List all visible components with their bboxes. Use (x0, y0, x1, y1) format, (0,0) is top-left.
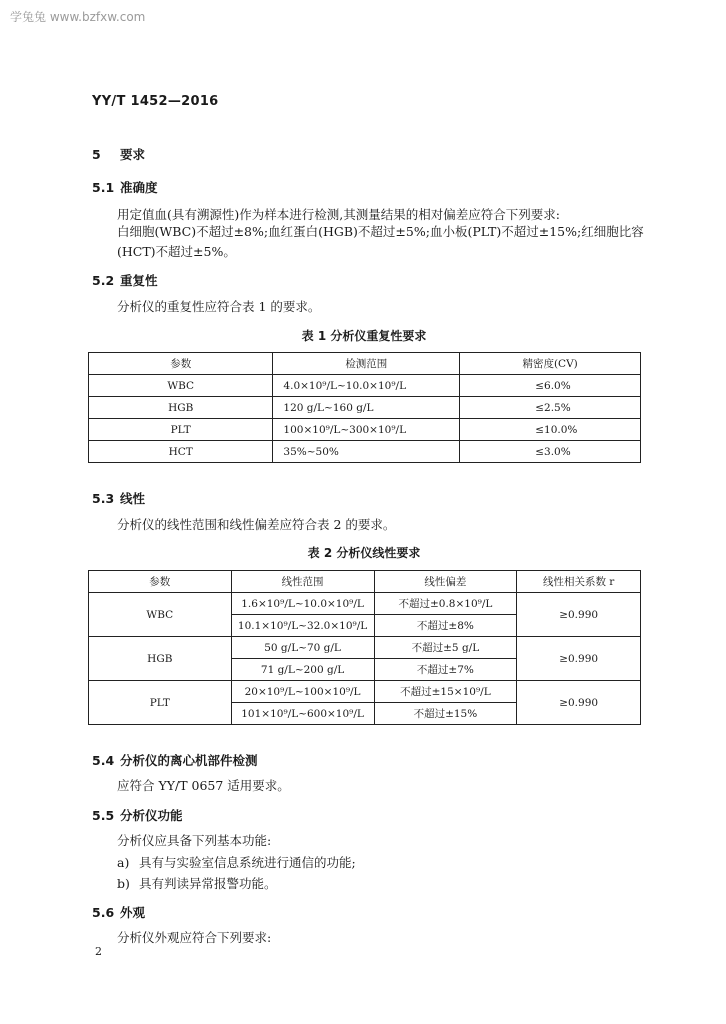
table-1 (88, 352, 641, 463)
table-2-caption: 表 2 分析仪线性要求 (307, 546, 421, 560)
list-item (117, 853, 356, 871)
section-number: 5.4 (92, 753, 115, 768)
table-cell: ≤6.0% (460, 375, 641, 397)
section-number: 5 (92, 147, 101, 162)
table-cell-r: ≥0.990 (517, 681, 641, 725)
section-number: 5.3 (92, 491, 115, 506)
list-marker: a) (117, 855, 130, 870)
section-5-4-heading (92, 751, 258, 769)
table-cell: 35%~50% (273, 441, 460, 463)
table-cell: 4.0×10⁹/L~10.0×10⁹/L (273, 375, 460, 397)
section-number: 5.6 (92, 905, 115, 920)
table-cell: 50 g/L~70 g/L (231, 637, 374, 659)
list-text: 具有判读异常报警功能。 (139, 876, 277, 891)
section-title: 准确度 (120, 180, 158, 195)
table-cell: HGB (89, 397, 273, 419)
table-cell: ≤2.5% (460, 397, 641, 419)
header-cell: 精密度(CV) (460, 353, 641, 375)
page-number: 2 (95, 945, 102, 958)
paragraph-5-1-text: 白细胞(WBC)不超过±8%;血红蛋白(HGB)不超过±5%;血小板(PLT)不超过±15%;红细胞比容(HCT)不超过±5%。 (117, 224, 644, 259)
list-item (117, 874, 277, 892)
table-row (89, 397, 641, 419)
section-5-6-heading (92, 903, 145, 921)
table-cell: 100×10⁹/L~300×10⁹/L (273, 419, 460, 441)
table-cell: HCT (89, 441, 273, 463)
table-cell: WBC (89, 375, 273, 397)
section-number: 5.5 (92, 808, 115, 823)
header-cell: 线性相关系数 r (517, 571, 641, 593)
table-row (89, 593, 641, 615)
paragraph-5-5: 分析仪应具备下列基本功能: (117, 833, 272, 848)
list-marker: b) (117, 876, 130, 891)
paragraph-5-1-requirements (117, 222, 662, 262)
table-1-caption: 表 1 分析仪重复性要求 (301, 329, 427, 343)
header-cell: 线性范围 (231, 571, 374, 593)
watermark-text: 学兔兔 www.bzfxw.com (10, 10, 146, 24)
table-cell-param: WBC (89, 593, 232, 637)
table-header-row (89, 571, 641, 593)
table-cell: 120 g/L~160 g/L (273, 397, 460, 419)
table-2 (88, 570, 641, 725)
section-number: 5.2 (92, 273, 115, 288)
table-cell: 1.6×10⁹/L~10.0×10⁹/L (231, 593, 374, 615)
table-cell: 不超过±5 g/L (374, 637, 517, 659)
section-5-5-heading (92, 806, 183, 824)
table-row (89, 375, 641, 397)
table-cell: 20×10⁹/L~100×10⁹/L (231, 681, 374, 703)
table-cell: PLT (89, 419, 273, 441)
paragraph-5-1-intro: 用定值血(具有溯源性)作为样本进行检测,其测量结果的相对偏差应符合下列要求: (117, 207, 560, 222)
table-cell-r: ≥0.990 (517, 637, 641, 681)
section-title: 分析仪功能 (120, 808, 183, 823)
table-cell: ≤3.0% (460, 441, 641, 463)
table-header-row (89, 353, 641, 375)
header-cell: 检测范围 (273, 353, 460, 375)
table-row (89, 637, 641, 659)
table-cell-param: HGB (89, 637, 232, 681)
section-5-1-heading (92, 178, 158, 196)
table-cell-param: PLT (89, 681, 232, 725)
table-cell-r: ≥0.990 (517, 593, 641, 637)
table-row (89, 681, 641, 703)
section-title: 线性 (120, 491, 146, 506)
section-5-2-heading (92, 271, 158, 289)
section-title: 要求 (120, 147, 146, 162)
table-cell: 不超过±0.8×10⁹/L (374, 593, 517, 615)
table-row (89, 419, 641, 441)
standard-code: YY/T 1452—2016 (92, 94, 219, 109)
list-text: 具有与实验室信息系统进行通信的功能; (139, 855, 356, 870)
table-cell: ≤10.0% (460, 419, 641, 441)
table-cell: 不超过±8% (374, 615, 517, 637)
table-cell: 不超过±7% (374, 659, 517, 681)
header-cell: 线性偏差 (374, 571, 517, 593)
table-row (89, 441, 641, 463)
paragraph-5-2: 分析仪的重复性应符合表 1 的要求。 (117, 299, 321, 314)
paragraph-5-3: 分析仪的线性范围和线性偏差应符合表 2 的要求。 (117, 517, 396, 532)
section-title: 重复性 (120, 273, 158, 288)
table-cell: 不超过±15×10⁹/L (374, 681, 517, 703)
paragraph-5-4: 应符合 YY/T 0657 适用要求。 (117, 778, 290, 793)
table-cell: 101×10⁹/L~600×10⁹/L (231, 703, 374, 725)
table-cell: 10.1×10⁹/L~32.0×10⁹/L (231, 615, 374, 637)
section-number: 5.1 (92, 180, 115, 195)
section-5-3-heading (92, 489, 145, 507)
paragraph-5-6: 分析仪外观应符合下列要求: (117, 930, 272, 945)
section-title: 外观 (120, 905, 146, 920)
section-5-heading (92, 145, 145, 163)
header-cell: 参数 (89, 571, 232, 593)
section-title: 分析仪的离心机部件检测 (120, 753, 258, 768)
table-cell: 71 g/L~200 g/L (231, 659, 374, 681)
table-cell: 不超过±15% (374, 703, 517, 725)
header-cell: 参数 (89, 353, 273, 375)
